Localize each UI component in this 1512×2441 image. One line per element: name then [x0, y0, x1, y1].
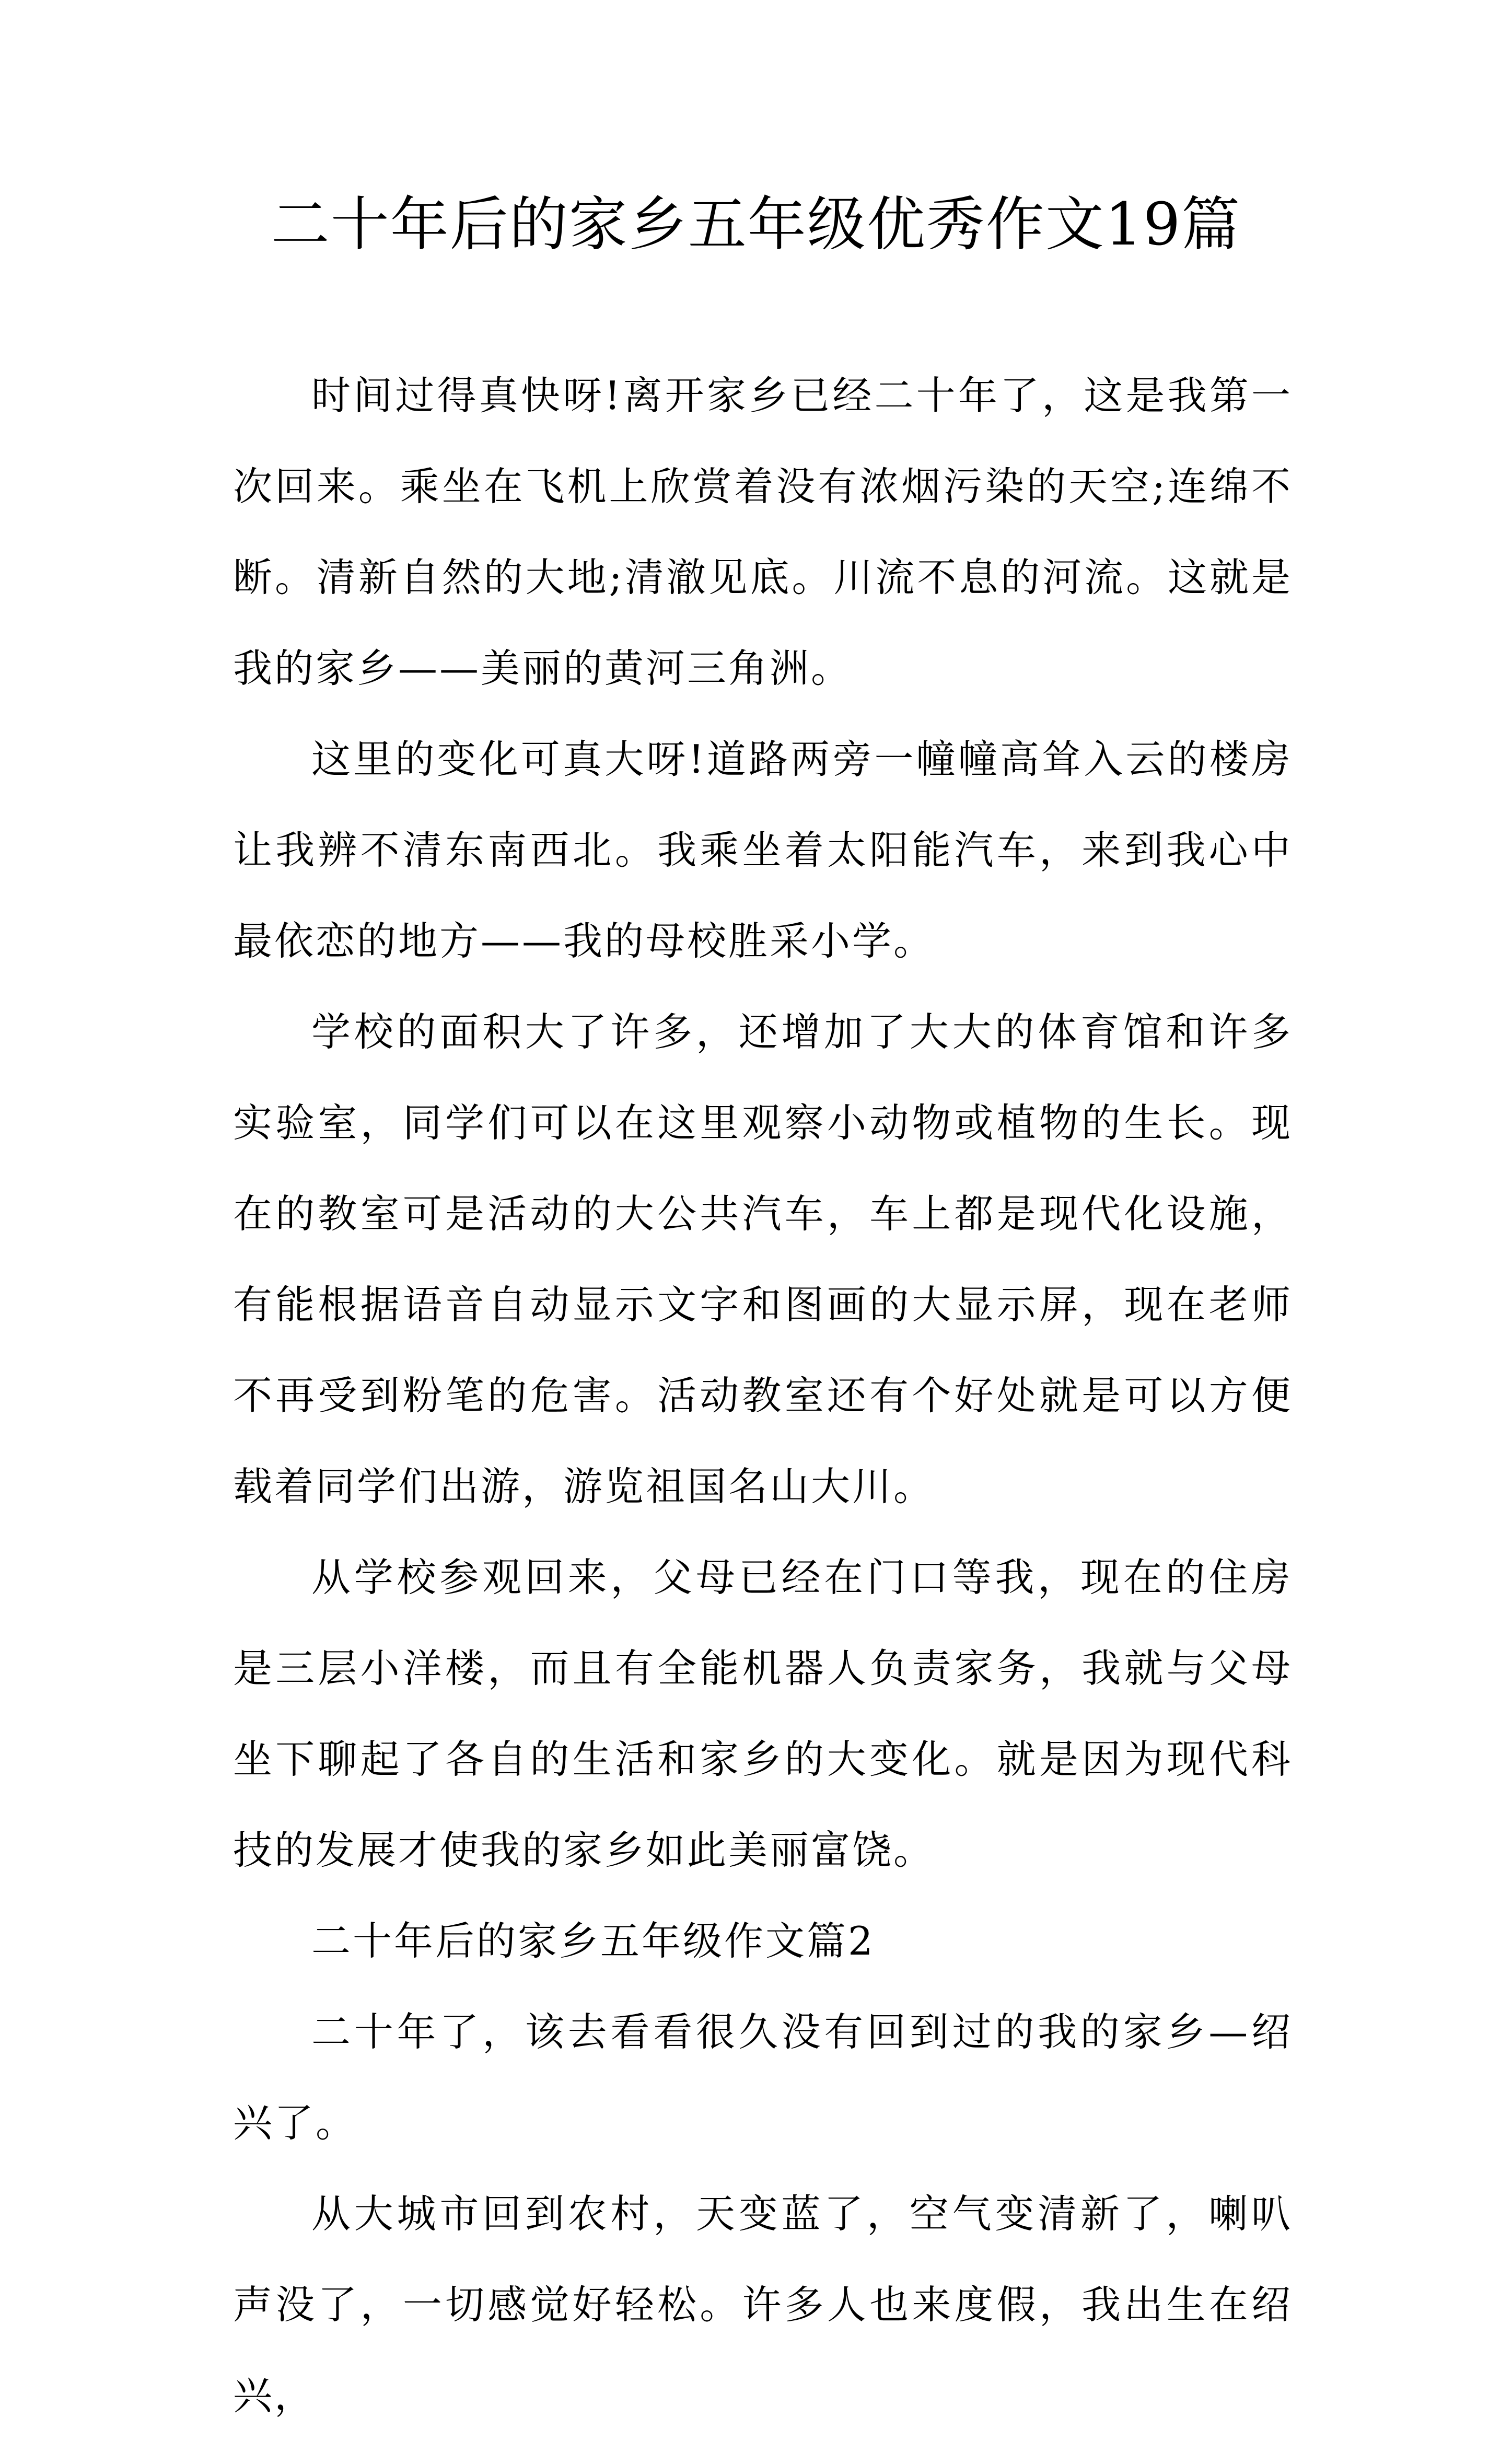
- paragraph-4: 从学校参观回来，父母已经在门口等我，现在的住房是三层小洋楼，而且有全能机器人负责家务，我就与父母坐下聊起了各自的生活和家乡的大变化。就是因为现代科技的发展才使我的家乡如此美丽富饶。: [233, 1554, 1293, 1873]
- section-heading-2: 二十年后的家乡五年级作文篇2: [311, 1918, 875, 1964]
- paragraph-6: 从大城市回到农村，天变蓝了，空气变清新了，喇叭声没了，一切感觉好轻松。许多人也来度假，我出生在绍兴，: [233, 2191, 1293, 2419]
- document-title: 二十年后的家乡五年级优秀作文19篇: [271, 191, 1241, 259]
- paragraph-5: 二十年了，该去看看很久没有回到过的我的家乡—绍兴了。: [233, 2009, 1293, 2146]
- document-body: [233, 350, 1293, 2441]
- paragraph-2: 这里的变化可真大呀!道路两旁一幢幢高耸入云的楼房让我辨不清东南西北。我乘坐着太阳能汽车，来到我心中最依恋的地方——我的母校胜采小学。: [233, 736, 1293, 964]
- paragraph-1: 时间过得真快呀!离开家乡已经二十年了，这是我第一次回来。乘坐在飞机上欣赏着没有浓烟污染的天空;连绵不断。清新自然的大地;清澈见底。川流不息的河流。这就是我的家乡——美丽的黄河三角洲。: [233, 373, 1293, 691]
- paragraph-3: 学校的面积大了许多，还增加了大大的体育馆和许多实验室，同学们可以在这里观察小动物或植物的生长。现在的教室可是活动的大公共汽车，车上都是现代化设施，有能根据语音自动显示文字和图画的大显示屏，现在老师不再受到粉笔的危害。活动教室还有个好处就是可以方便载着同学们出游，游览祖国名山大川。: [233, 1009, 1293, 1509]
